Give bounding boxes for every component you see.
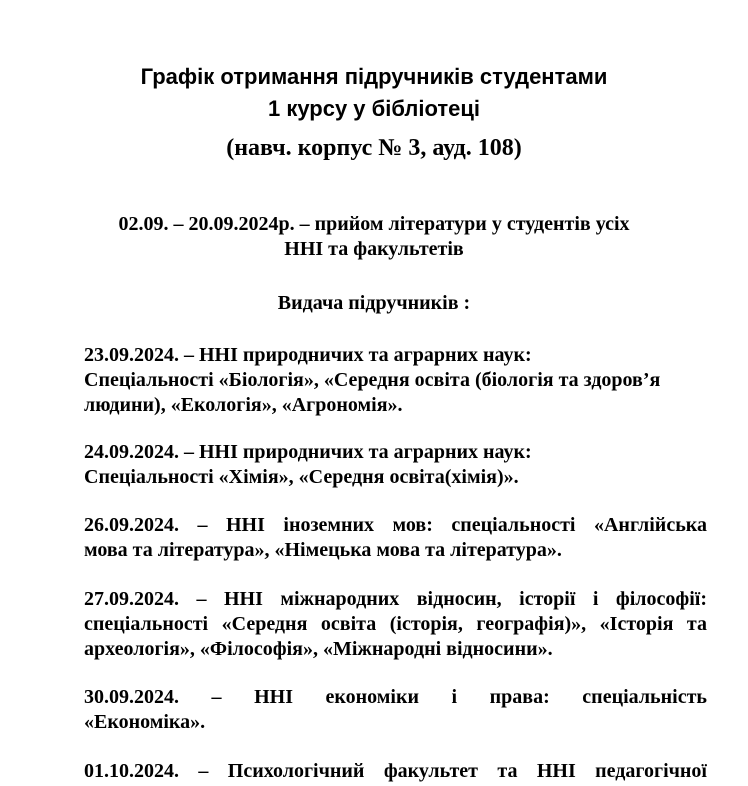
page-title-location: (навч. корпус № 3, ауд. 108) — [226, 135, 522, 161]
page-title-line-2: 1 курсу у бібліотеці — [267, 96, 481, 121]
entry-1-line-3: людини), «Екологія», «Агрономія». — [84, 394, 403, 416]
entry-5-line-2: «Економіка». — [84, 711, 206, 733]
intake-line-2: ННІ та факультетів — [284, 238, 464, 260]
entry-4-line-3: археологія», «Філософія», «Міжнародні відносини». — [84, 638, 553, 660]
intake-line-1: 02.09. – 20.09.2024р. – прийом літератури у студентів усіх — [118, 213, 630, 235]
entry-3-line-1: 26.09.2024. – ННІ іноземних мов: спеціальності «Англійська — [84, 514, 707, 536]
entry-2-line-2: Спеціальності «Хімія», «Середня освіта(хімія)». — [84, 466, 519, 488]
entry-2-line-1: 24.09.2024. – ННІ природничих та аграрних наук: — [84, 441, 532, 463]
page-title-line-1: Графік отримання підручників студентами — [140, 64, 608, 89]
entry-1-line-1: 23.09.2024. – ННІ природничих та аграрних наук: — [84, 344, 532, 366]
entry-1-line-2: Спеціальності «Біологія», «Середня освіта (біологія та здоров’я — [84, 369, 661, 391]
entry-6-line-1: 01.10.2024. – Психологічний факультет та ННІ педагогічної — [84, 760, 707, 782]
entry-4-line-2: спеціальності «Середня освіта (історія, географія)», «Історія та — [84, 613, 707, 635]
entry-4-line-1: 27.09.2024. – ННІ міжнародних відносин, історії і філософії: — [84, 588, 707, 610]
issue-heading: Видача підручників : — [277, 292, 471, 314]
entry-3-line-2: мова та література», «Німецька мова та література». — [84, 539, 562, 561]
entry-5-line-1: 30.09.2024. – ННІ економіки і права: спеціальність — [84, 686, 707, 708]
